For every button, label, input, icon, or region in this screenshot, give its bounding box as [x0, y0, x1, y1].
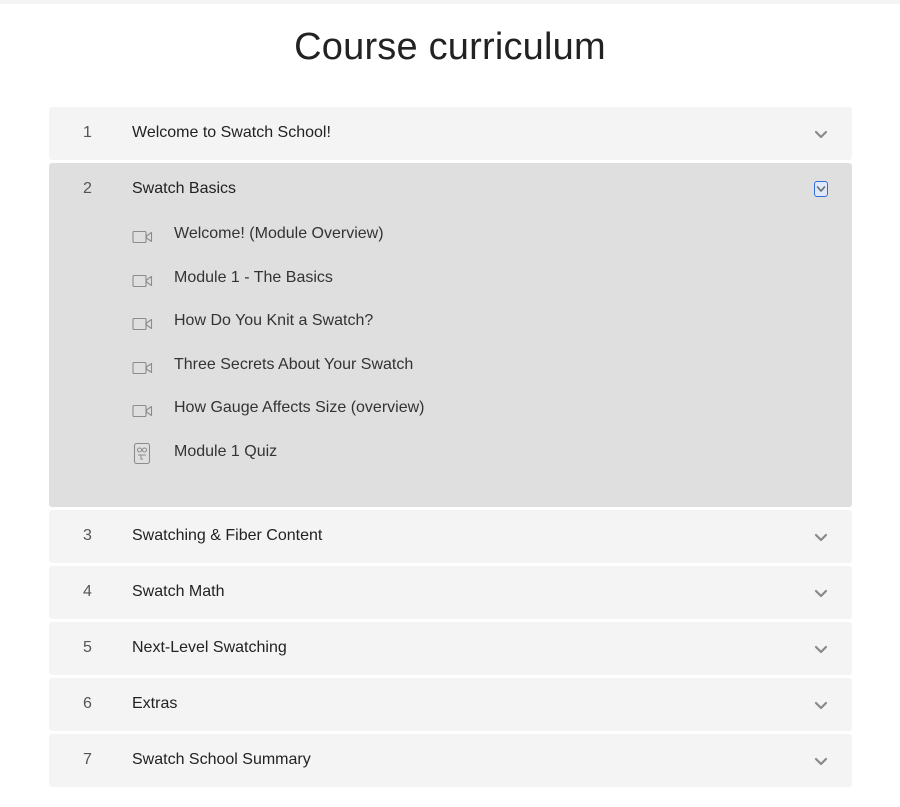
section-number: 5: [83, 638, 92, 656]
section-header[interactable]: [49, 163, 852, 215]
section-title: Extras: [132, 694, 178, 712]
section-header[interactable]: [49, 734, 852, 787]
section-title: Welcome to Swatch School!: [132, 124, 331, 141]
lesson-label: Welcome! (Module Overview): [174, 225, 384, 242]
top-divider: [0, 0, 900, 4]
section-number: 2: [83, 180, 92, 197]
lesson-item[interactable]: [49, 346, 852, 390]
section-header[interactable]: [49, 566, 852, 619]
section-number: 4: [83, 582, 92, 600]
section-3: [49, 510, 852, 563]
video-icon: [132, 314, 156, 334]
section-number: 3: [83, 526, 92, 544]
section-title: Swatch Basics: [132, 180, 237, 197]
section-title: Swatch Math: [132, 582, 225, 600]
section-number: 7: [83, 750, 92, 768]
chevron-down-icon[interactable]: [814, 698, 828, 712]
section-header[interactable]: [49, 107, 852, 160]
section-header[interactable]: [49, 510, 852, 563]
section-5: [49, 622, 852, 675]
lesson-label: How Do You Knit a Swatch?: [174, 312, 374, 330]
lesson-item[interactable]: [49, 433, 852, 477]
lesson-label: Three Secrets About Your Swatch: [174, 355, 414, 373]
section-4: [49, 566, 852, 619]
section-1: [49, 107, 852, 160]
video-icon: [132, 271, 156, 291]
lesson-label: Module 1 - The Basics: [174, 268, 333, 286]
section-header[interactable]: [49, 678, 852, 731]
lesson-item[interactable]: [49, 389, 852, 433]
chevron-down-icon[interactable]: [814, 642, 828, 656]
lesson-item[interactable]: [49, 259, 852, 303]
section-number: 1: [83, 124, 92, 141]
section-header[interactable]: [49, 622, 852, 675]
chevron-up-icon[interactable]: [814, 181, 828, 197]
section-number: 6: [83, 694, 92, 712]
video-icon: [132, 358, 156, 378]
section-title: Swatch School Summary: [132, 750, 311, 768]
section-title: Next-Level Swatching: [132, 638, 287, 656]
lesson-item[interactable]: [49, 302, 852, 346]
chevron-down-icon[interactable]: [814, 586, 828, 600]
lesson-list: [49, 215, 852, 507]
lesson-label: How Gauge Affects Size (overview): [174, 399, 425, 417]
video-icon: [132, 401, 156, 421]
lesson-label: Module 1 Quiz: [174, 442, 278, 460]
section-title: Swatching & Fiber Content: [132, 526, 323, 544]
page-title: Course curriculum: [294, 26, 606, 68]
section-2: [49, 163, 852, 507]
chevron-down-icon[interactable]: [814, 754, 828, 768]
quiz-icon: [132, 445, 156, 465]
chevron-down-icon[interactable]: [814, 530, 828, 544]
section-7: [49, 734, 852, 787]
lesson-item[interactable]: [49, 215, 852, 259]
chevron-down-icon[interactable]: [814, 127, 828, 141]
video-icon: [132, 227, 156, 247]
section-6: [49, 678, 852, 731]
curriculum-list: [49, 107, 852, 790]
